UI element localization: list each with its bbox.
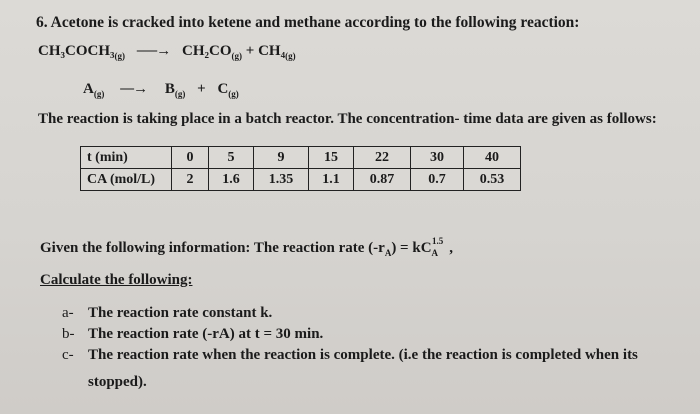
concentration-time-table — [80, 146, 521, 191]
product-b: B — [164, 81, 175, 97]
exponent: 1.5 — [432, 236, 444, 246]
table-cell: 0 — [172, 147, 209, 169]
table-cell: 40 — [464, 147, 521, 169]
list-item — [62, 347, 638, 364]
item-text: The reaction rate when the reaction is complete. (i.e the reaction is completed when its — [88, 347, 638, 363]
reaction-equation-2 — [83, 80, 239, 99]
subscript: A — [384, 248, 392, 258]
question-title — [36, 14, 579, 32]
calculate-heading: Calculate the following: — [40, 272, 193, 288]
item-marker: b- — [62, 326, 75, 342]
table-cell: 1.1 — [309, 169, 354, 191]
table-cell: 2 — [172, 169, 209, 191]
reaction-arrow: ⎯⎯→ — [120, 81, 148, 97]
given-text-suffix: , — [449, 240, 454, 256]
table-cell: 0.7 — [411, 169, 464, 191]
given-information — [40, 238, 453, 258]
row-header-time: t (min) — [81, 147, 172, 169]
phase-label: (g) — [174, 89, 186, 99]
table-row-concentration — [81, 169, 521, 191]
phase-label: (g) — [93, 89, 105, 99]
plus-sign: + — [245, 43, 255, 59]
given-text-prefix: Given the following information: The reaction rate (-r — [40, 240, 385, 256]
subscript: A — [431, 248, 439, 258]
phase-label: (g) — [231, 51, 243, 61]
given-text-middle: ) = kC — [391, 240, 432, 256]
item-marker: c- — [62, 347, 74, 363]
phase-label: (g) — [285, 51, 296, 61]
table-cell: 1.6 — [209, 169, 254, 191]
question-number: 6. — [36, 14, 48, 31]
table-row-time — [81, 147, 521, 169]
table-cell: 22 — [354, 147, 411, 169]
table-cell: 9 — [254, 147, 309, 169]
row-header-concentration: CA (mol/L) — [81, 169, 172, 191]
table-cell: 1.35 — [254, 169, 309, 191]
product-methane: CH₄ — [258, 43, 286, 59]
reactant-a: A — [83, 81, 94, 97]
question-text: Acetone is cracked into ketene and methane according to the following reaction: — [50, 14, 580, 31]
phase-label: (g) — [228, 89, 239, 99]
item-marker: a- — [62, 305, 74, 321]
reactant-acetone: CH₃COCH₃ — [38, 43, 115, 59]
item-text: The reaction rate (-rA) at t = 30 min. — [88, 326, 324, 342]
item-text: The reaction rate constant k. — [88, 305, 273, 321]
list-item — [62, 305, 272, 322]
description-text: The reaction is taking place in a batch reactor. The concentration- time data are given as follows: — [38, 111, 657, 127]
table-cell: 5 — [209, 147, 254, 169]
table-cell: 15 — [309, 147, 354, 169]
reaction-equation-1 — [38, 42, 296, 61]
table-cell: 0.87 — [354, 169, 411, 191]
table-cell: 0.53 — [464, 169, 521, 191]
plus-sign: + — [197, 81, 206, 97]
item-text: stopped). — [88, 374, 147, 390]
phase-label: (g) — [114, 51, 125, 61]
product-ketene: CH₂CO — [182, 43, 232, 59]
table-cell: 30 — [411, 147, 464, 169]
reaction-arrow: ⎯⎯⎯→ — [136, 43, 171, 59]
list-item — [62, 374, 147, 391]
product-c: C — [217, 81, 229, 97]
list-item — [62, 326, 323, 343]
